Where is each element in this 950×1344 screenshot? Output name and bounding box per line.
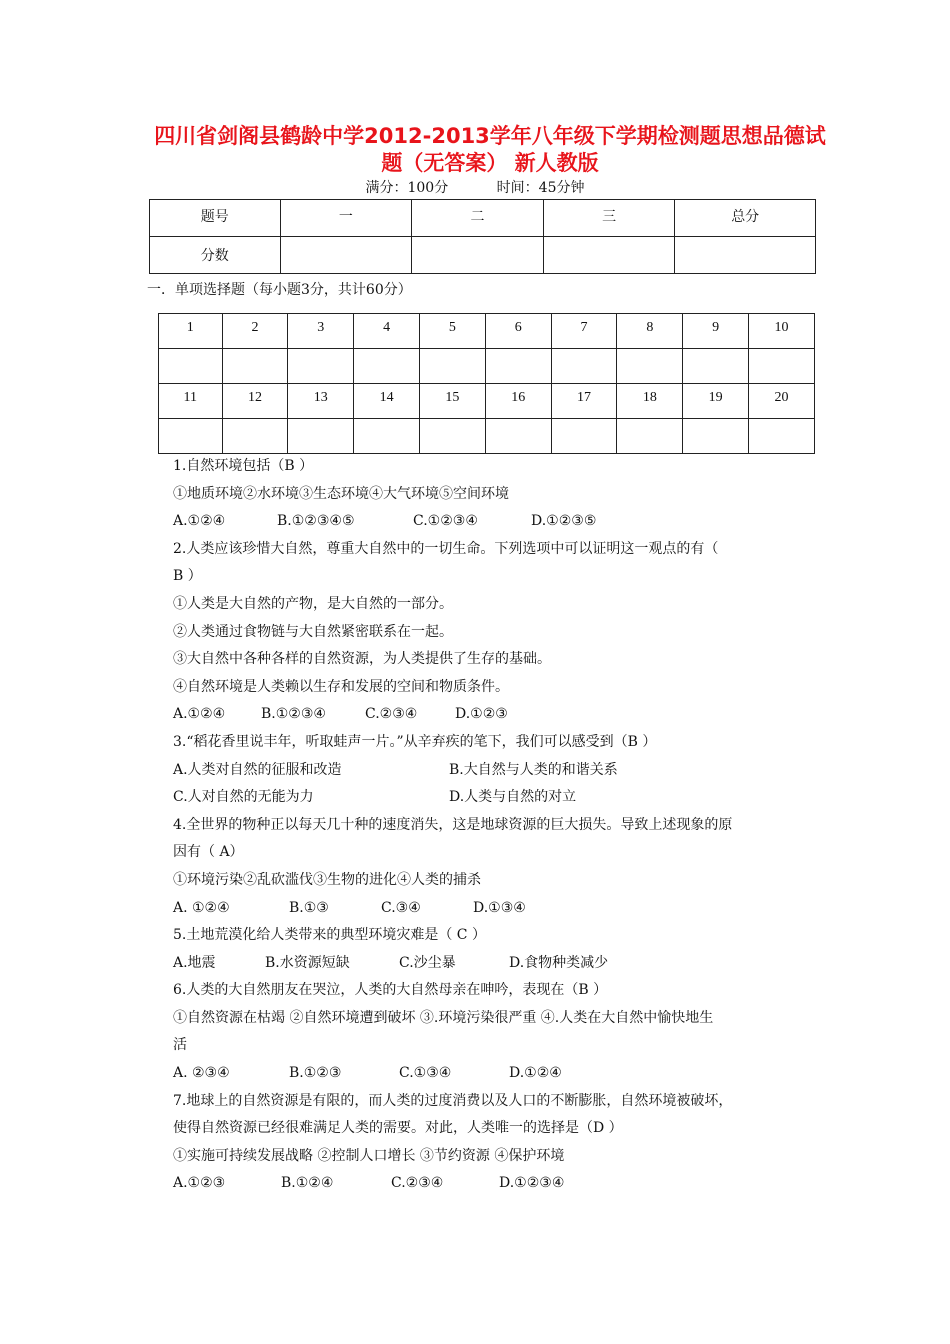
question-options — [173, 701, 853, 729]
question-stem: 2.人类应该珍惜大自然，尊重大自然中的一切生命。下列选项中可以证明这一观点的有（ — [173, 540, 719, 557]
answer-number-cell: 8 — [617, 314, 683, 349]
option-b: B.①③ — [289, 899, 329, 916]
option-b: B.水资源短缺 — [265, 954, 350, 971]
answer-blank-cell[interactable] — [551, 419, 617, 454]
title-line-1: 四川省剑阁县鹤龄中学2012-2013学年八年级下学期检测题思想品德试 — [154, 124, 826, 148]
answer-number-cell: 15 — [420, 384, 486, 419]
option-c: C.沙尘暴 — [399, 954, 456, 971]
answer-blank-cell[interactable] — [420, 419, 486, 454]
option-b: B.大自然与人类的和谐关系 — [449, 761, 618, 778]
question-item: ③大自然中各种各样的自然资源，为人类提供了生存的基础。 — [173, 651, 551, 668]
option-b: B.①②③ — [289, 1065, 342, 1082]
option-b: B.①②④ — [281, 1175, 334, 1192]
answer-number-cell: 7 — [551, 314, 617, 349]
question-stem: 7.地球上的自然资源是有限的，而人类的过度消费以及人口的不断膨胀，自然环境被破坏， — [173, 1092, 733, 1109]
answer-number-cell: 19 — [683, 384, 749, 419]
answer-blank-cell[interactable] — [159, 419, 223, 454]
answer-blank-cell[interactable] — [222, 349, 288, 384]
question-item: ④自然环境是人类赖以生存和发展的空间和物质条件。 — [173, 678, 509, 695]
question-stem-cont: 因有（ A） — [173, 844, 244, 861]
question-items-cont: 活 — [173, 1037, 187, 1054]
answer-number-cell: 16 — [485, 384, 551, 419]
question-options — [173, 508, 853, 536]
question-stem-cont: 使得自然资源已经很难满足人类的需要。对此，人类唯一的选择是（D ） — [173, 1120, 623, 1137]
question-1 — [173, 453, 853, 1198]
exam-meta — [0, 177, 950, 197]
score-cell[interactable] — [280, 237, 412, 274]
answer-blank-cell[interactable] — [159, 349, 223, 384]
question-options — [173, 1170, 853, 1198]
question-stem: 5.土地荒漠化给人类带来的典型环境灾难是（ C ） — [173, 927, 486, 944]
answer-number-cell: 10 — [749, 314, 815, 349]
answer-blank-cell[interactable] — [288, 419, 354, 454]
option-d: D.人类与自然的对立 — [449, 789, 577, 806]
answer-table — [158, 313, 815, 454]
answer-number-cell: 3 — [288, 314, 354, 349]
answer-blank-cell[interactable] — [617, 419, 683, 454]
answer-blank-cell[interactable] — [683, 349, 749, 384]
option-d: D.食物种类减少 — [509, 954, 609, 971]
question-options — [173, 950, 853, 978]
option-a: A.①②③ — [173, 1175, 226, 1192]
full-score: 满分：100分 — [365, 180, 449, 196]
answer-blank-cell[interactable] — [288, 349, 354, 384]
answer-blank-cell[interactable] — [551, 349, 617, 384]
document-title — [140, 123, 840, 177]
answer-number-cell: 4 — [354, 314, 420, 349]
answer-number-cell: 1 — [159, 314, 223, 349]
option-a: A.①②④ — [173, 706, 226, 723]
answer-number-cell: 9 — [683, 314, 749, 349]
question-items: ①实施可持续发展战略 ②控制人口增长 ③节约资源 ④保护环境 — [173, 1147, 565, 1164]
title-line-2: 题（无答案） 新人教版 — [381, 151, 599, 175]
option-a: A.人类对自然的征服和改造 — [173, 761, 342, 778]
answer-number-cell: 11 — [159, 384, 223, 419]
option-a: A.地震 — [173, 954, 216, 971]
answer-blank-cell[interactable] — [749, 419, 815, 454]
question-items: ①地质环境②水环境③生态环境④大气环境⑤空间环境 — [173, 485, 509, 502]
question-options — [173, 1060, 853, 1088]
answer-number-cell: 18 — [617, 384, 683, 419]
option-c: C.①②③④ — [413, 513, 478, 530]
option-c: C.②③④ — [391, 1175, 444, 1192]
answer-blank-cell[interactable] — [485, 349, 551, 384]
score-header-cell: 题号 — [150, 200, 281, 237]
option-c: C.②③④ — [365, 706, 418, 723]
question-stem: 6.人类的大自然朋友在哭泣，人类的大自然母亲在呻吟，表现在（B ） — [173, 982, 608, 999]
option-a: A.①②④ — [173, 513, 226, 530]
answer-number-cell: 2 — [222, 314, 288, 349]
answer-blank-cell[interactable] — [617, 349, 683, 384]
score-header-cell: 三 — [543, 200, 675, 237]
score-table — [149, 199, 816, 274]
answer-number-cell: 5 — [420, 314, 486, 349]
score-header-cell: 一 — [280, 200, 412, 237]
exam-time: 时间：45分钟 — [496, 180, 585, 196]
answer-blank-cell[interactable] — [485, 419, 551, 454]
answer-number-cell: 6 — [485, 314, 551, 349]
section-heading: 一．单项选择题（每小题3分，共计60分） — [147, 282, 412, 298]
option-d: D.①②③ — [455, 706, 508, 723]
option-d: D.①②③⑤ — [531, 513, 597, 530]
answer-blank-cell[interactable] — [354, 419, 420, 454]
option-d: D.①③④ — [473, 899, 526, 916]
score-cell[interactable] — [675, 237, 816, 274]
answer-blank-cell[interactable] — [749, 349, 815, 384]
question-items: ①环境污染②乱砍滥伐③生物的进化④人类的捕杀 — [173, 871, 481, 888]
answer-number-cell: 20 — [749, 384, 815, 419]
score-header-cell: 总分 — [675, 200, 816, 237]
score-cell[interactable] — [412, 237, 544, 274]
question-stem: 4.全世界的物种正以每天几十种的速度消失，这是地球资源的巨大损失。导致上述现象的原 — [173, 816, 733, 833]
answer-blank-cell[interactable] — [683, 419, 749, 454]
answer-number-cell: 14 — [354, 384, 420, 419]
question-item: ①人类是大自然的产物，是大自然的一部分。 — [173, 595, 453, 612]
question-options — [173, 757, 853, 785]
score-cell[interactable] — [543, 237, 675, 274]
option-a: A. ①②④ — [173, 899, 230, 916]
score-header-cell: 二 — [412, 200, 544, 237]
answer-blank-cell[interactable] — [354, 349, 420, 384]
answer-number-cell: 17 — [551, 384, 617, 419]
answer-blank-cell[interactable] — [222, 419, 288, 454]
question-stem-cont: B ） — [173, 568, 202, 585]
option-b: B.①②③④ — [261, 706, 326, 723]
option-c: C.③④ — [381, 899, 421, 916]
answer-number-cell: 13 — [288, 384, 354, 419]
question-items: ①自然资源在枯竭 ②自然环境遭到破坏 ③.环境污染很严重 ④.人类在大自然中愉快地生 — [173, 1009, 714, 1026]
score-row-label: 分数 — [150, 237, 281, 274]
option-a: A. ②③④ — [173, 1065, 230, 1082]
option-d: D.①②③④ — [499, 1175, 565, 1192]
option-b: B.①②③④⑤ — [277, 513, 355, 530]
option-c: C.①③④ — [399, 1065, 452, 1082]
answer-blank-cell[interactable] — [420, 349, 486, 384]
question-options — [173, 784, 853, 812]
question-options — [173, 895, 853, 923]
question-stem: 1.自然环境包括（B ） — [173, 458, 314, 474]
option-d: D.①②④ — [509, 1065, 562, 1082]
answer-number-cell: 12 — [222, 384, 288, 419]
question-item: ②人类通过食物链与大自然紧密联系在一起。 — [173, 623, 453, 640]
question-stem: 3.“稻花香里说丰年，听取蛙声一片。”从辛弃疾的笔下，我们可以感受到（B ） — [173, 733, 657, 750]
option-c: C.人对自然的无能为力 — [173, 789, 314, 806]
